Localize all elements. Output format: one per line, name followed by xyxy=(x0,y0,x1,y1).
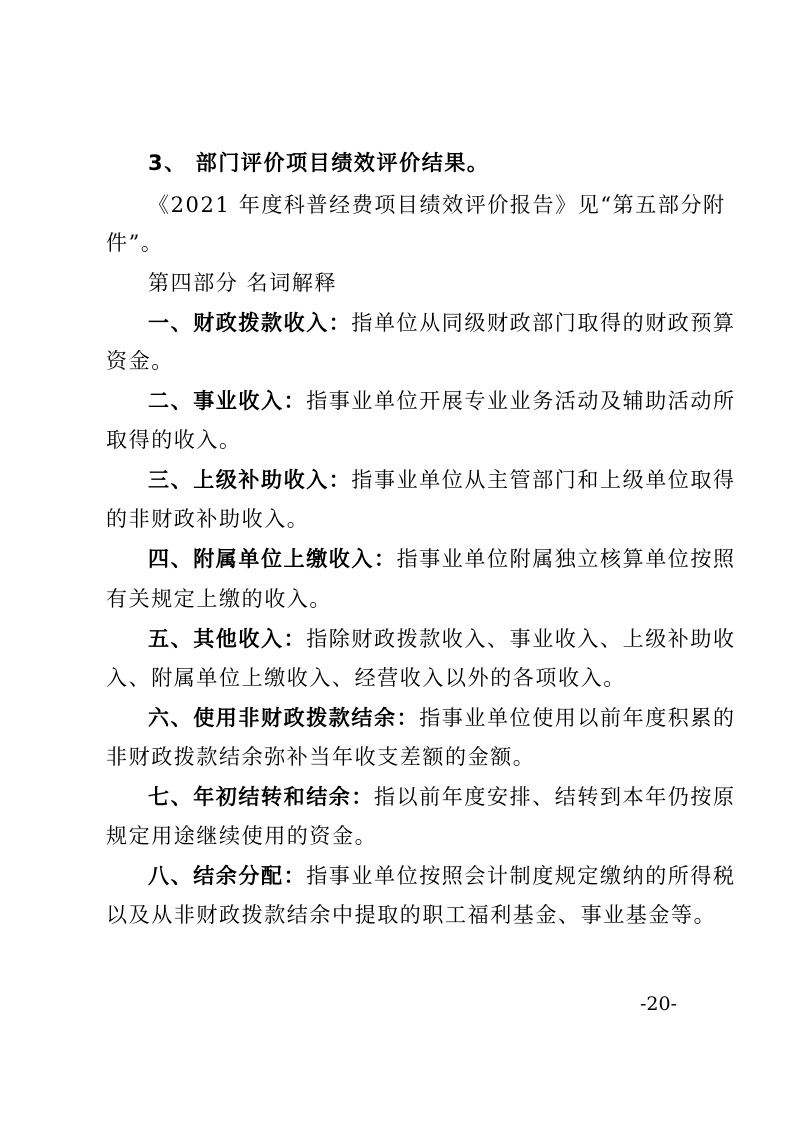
definition-text: 指除财政拨款收入、事业收入、上级补助收 xyxy=(306,627,736,651)
definition-term: 四、附属单位上缴收入： xyxy=(148,547,397,571)
report-paragraph-line2: 件”。 xyxy=(106,231,164,255)
definition-term: 六、使用非财政拨款结余： xyxy=(148,706,420,730)
definition-continuation: 非财政拨款结余弥补当年收支差额的金额。 xyxy=(106,745,536,769)
definition-term: 二、事业收入： xyxy=(148,389,307,413)
definition-text: 指事业单位从主管部门和上级单位取得 xyxy=(351,468,736,492)
definition-item xyxy=(148,782,736,812)
definition-continuation: 取得的收入。 xyxy=(106,428,242,452)
report-paragraph-line1: 《2021 年度科普经费项目绩效评价报告》见“第五部分附 xyxy=(148,193,726,217)
definition-term: 五、其他收入： xyxy=(148,627,307,651)
definition-term: 三、上级补助收入： xyxy=(148,468,352,492)
definition-term: 七、年初结转和结余： xyxy=(148,785,374,809)
definition-continuation: 入、附属单位上缴收入、经营收入以外的各项收入。 xyxy=(106,666,626,690)
definition-text: 指单位从同级财政部门取得的财政预算 xyxy=(351,311,736,335)
definition-item xyxy=(148,624,736,654)
definition-text: 指事业单位开展专业业务活动及辅助活动所 xyxy=(306,389,736,413)
definition-item xyxy=(148,465,736,495)
definition-continuation: 资金。 xyxy=(106,349,174,373)
part-title: 第四部分 名词解释 xyxy=(148,271,338,295)
definition-text: 指事业单位附属独立核算单位按照 xyxy=(396,547,736,571)
definition-continuation: 以及从非财政拨款结余中提取的职工福利基金、事业基金等。 xyxy=(106,903,717,927)
definition-term: 一、财政拨款收入： xyxy=(148,311,352,335)
definition-text: 指事业单位按照会计制度规定缴纳的所得税 xyxy=(306,864,736,888)
definition-continuation: 的非财政补助收入。 xyxy=(106,507,310,531)
definition-item xyxy=(148,308,736,338)
definition-continuation: 有关规定上缴的收入。 xyxy=(106,587,332,611)
definition-term: 八、结余分配： xyxy=(148,864,307,888)
definition-text: 指以前年度安排、结转到本年仍按原 xyxy=(374,785,736,809)
definition-text: 指事业单位使用以前年度积累的 xyxy=(419,706,736,730)
page-number: -20- xyxy=(640,993,678,1015)
section-heading: 3、 部门评价项目绩效评价结果。 xyxy=(148,151,490,175)
definition-continuation: 规定用途继续使用的资金。 xyxy=(106,824,378,848)
definition-item xyxy=(148,861,736,891)
definition-item xyxy=(148,544,736,574)
definition-item xyxy=(148,386,736,416)
definition-item xyxy=(148,703,736,733)
